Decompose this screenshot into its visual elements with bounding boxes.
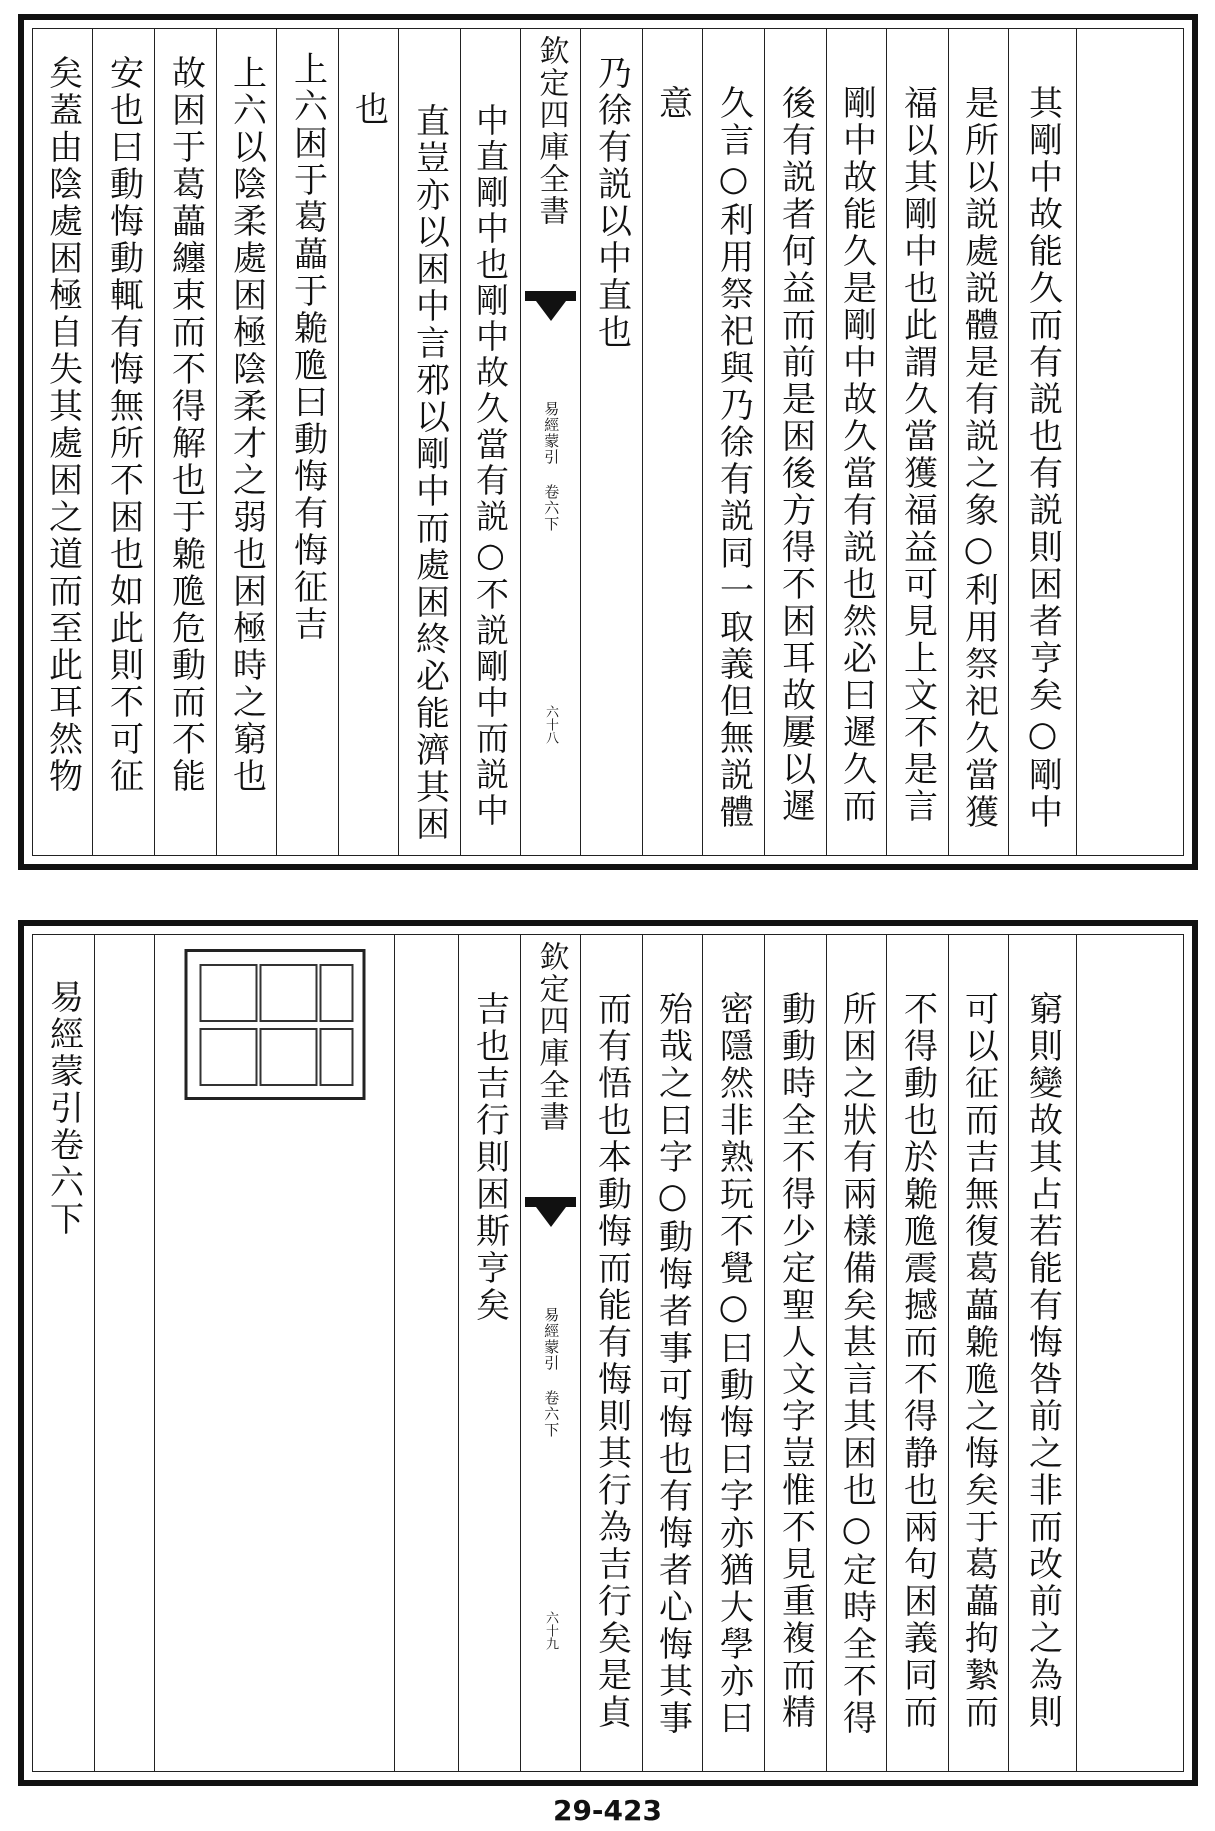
column-text: 直豈亦以困中言邪以剛中而處困終必能濟其困 (409, 103, 450, 843)
column-text: 剛中故能久是剛中故久當有説也然必曰遲久而 (836, 85, 877, 825)
column-text: 矣蓋由陰處困極自失其處困之道而至此耳然物 (42, 55, 83, 795)
text-column (93, 29, 155, 855)
text-column (339, 29, 399, 855)
book-title: 易經蒙引 (542, 401, 561, 465)
page-footer-number: 29-423 (552, 1794, 663, 1827)
text-column (887, 29, 949, 855)
text-column (949, 935, 1009, 1771)
seal-column (155, 935, 395, 1771)
text-column (459, 935, 521, 1771)
text-column (703, 935, 765, 1771)
text-column (277, 29, 339, 855)
page-number: 六十八 (543, 705, 558, 744)
center-subtitle (541, 401, 561, 532)
column-text: 窮則變故其占若能有悔咎前之非而改前之為則 (1022, 991, 1063, 1731)
column-text: 其剛中故能久而有説也有説則困者亨矣○剛中 (1022, 85, 1063, 831)
column-text: 殆哉之曰字○動悔者事可悔也有悔者心悔其事 (652, 991, 693, 1737)
column-text: 故困于葛藟纏束而不得解也于臲卼危動而不能 (165, 55, 206, 795)
column-text: 意 (652, 85, 693, 122)
margin-column (1077, 935, 1181, 1771)
column-text: 久言○利用祭祀與乃徐有説同一取義但無説體 (713, 85, 754, 831)
imperial-seal (184, 949, 365, 1100)
text-column (399, 29, 461, 855)
column-text: 是所以説處説體是有説之象○利用祭祀久當獲 (958, 85, 999, 831)
text-column (33, 29, 93, 855)
column-text: 也 (348, 91, 389, 128)
page-bottom-frame (32, 934, 1184, 1772)
blank-column (95, 935, 155, 1771)
column-text: 吉也吉行則困斯亨矣 (469, 991, 510, 1324)
column-text: 動動時全不得少定聖人文字豈惟不見重複而精 (775, 991, 816, 1731)
column-text: 福以其剛中也此謂久當獲福益可見上文不是言 (897, 85, 938, 825)
column-text: 所困之狀有兩樣備矣甚言其困也○定時全不得 (836, 991, 877, 1737)
page-top (18, 14, 1198, 870)
column-text: 中直剛中也剛中故久當有説○不説剛中而説中 (471, 103, 510, 829)
text-column (703, 29, 765, 855)
text-column (765, 935, 827, 1771)
text-column (765, 29, 827, 855)
text-column (643, 935, 703, 1771)
text-column (827, 935, 887, 1771)
text-column (1009, 29, 1077, 855)
blank-column (395, 935, 459, 1771)
text-column (1009, 935, 1077, 1771)
center-column (521, 935, 581, 1771)
column-text: 不得動也於臲卼震撼而不得静也兩句困義同而 (897, 991, 938, 1731)
volume-label: 卷六下 (542, 484, 561, 532)
column-text: 上六困于葛藟于臲卼曰動悔有悔征吉 (287, 51, 328, 643)
center-title: 欽定四庫全書 (533, 941, 569, 1133)
column-text: 後有説者何益而前是困後方得不困耳故屢以遲 (775, 85, 816, 825)
center-title: 欽定四庫全書 (533, 35, 569, 227)
text-column (461, 29, 521, 855)
column-text: 密隱然非熟玩不覺○曰動悔曰字亦猶大學亦曰 (713, 991, 754, 1737)
page-bottom (18, 920, 1198, 1786)
end-title: 易經蒙引卷六下 (43, 979, 84, 1238)
volume-label: 卷六下 (542, 1390, 561, 1438)
center-column (521, 29, 581, 855)
text-column (949, 29, 1009, 855)
end-title-column (33, 935, 95, 1771)
text-column (155, 29, 217, 855)
center-subtitle (541, 1307, 561, 1438)
text-column (581, 29, 643, 855)
text-column (581, 935, 643, 1771)
column-text: 安也曰動悔動輒有悔無所不困也如此則不可征 (103, 55, 144, 795)
page-top-frame (32, 28, 1184, 856)
text-column (217, 29, 277, 855)
column-text: 可以征而吉無復葛藟臲卼之悔矣于葛藟拘縶而 (958, 991, 999, 1731)
column-text: 而有悟也本動悔而能有悔則其行為吉行矣是貞 (591, 991, 632, 1731)
column-text: 乃徐有説以中直也 (591, 55, 632, 351)
text-column (643, 29, 703, 855)
fishtail-mark (525, 291, 576, 331)
text-column (887, 935, 949, 1771)
page-number: 六十九 (543, 1611, 558, 1650)
column-text: 上六以陰柔處困極陰柔才之弱也困極時之窮也 (226, 55, 267, 795)
book-title: 易經蒙引 (542, 1307, 561, 1371)
fishtail-mark (525, 1197, 576, 1237)
text-column (827, 29, 887, 855)
margin-column (1077, 29, 1181, 855)
